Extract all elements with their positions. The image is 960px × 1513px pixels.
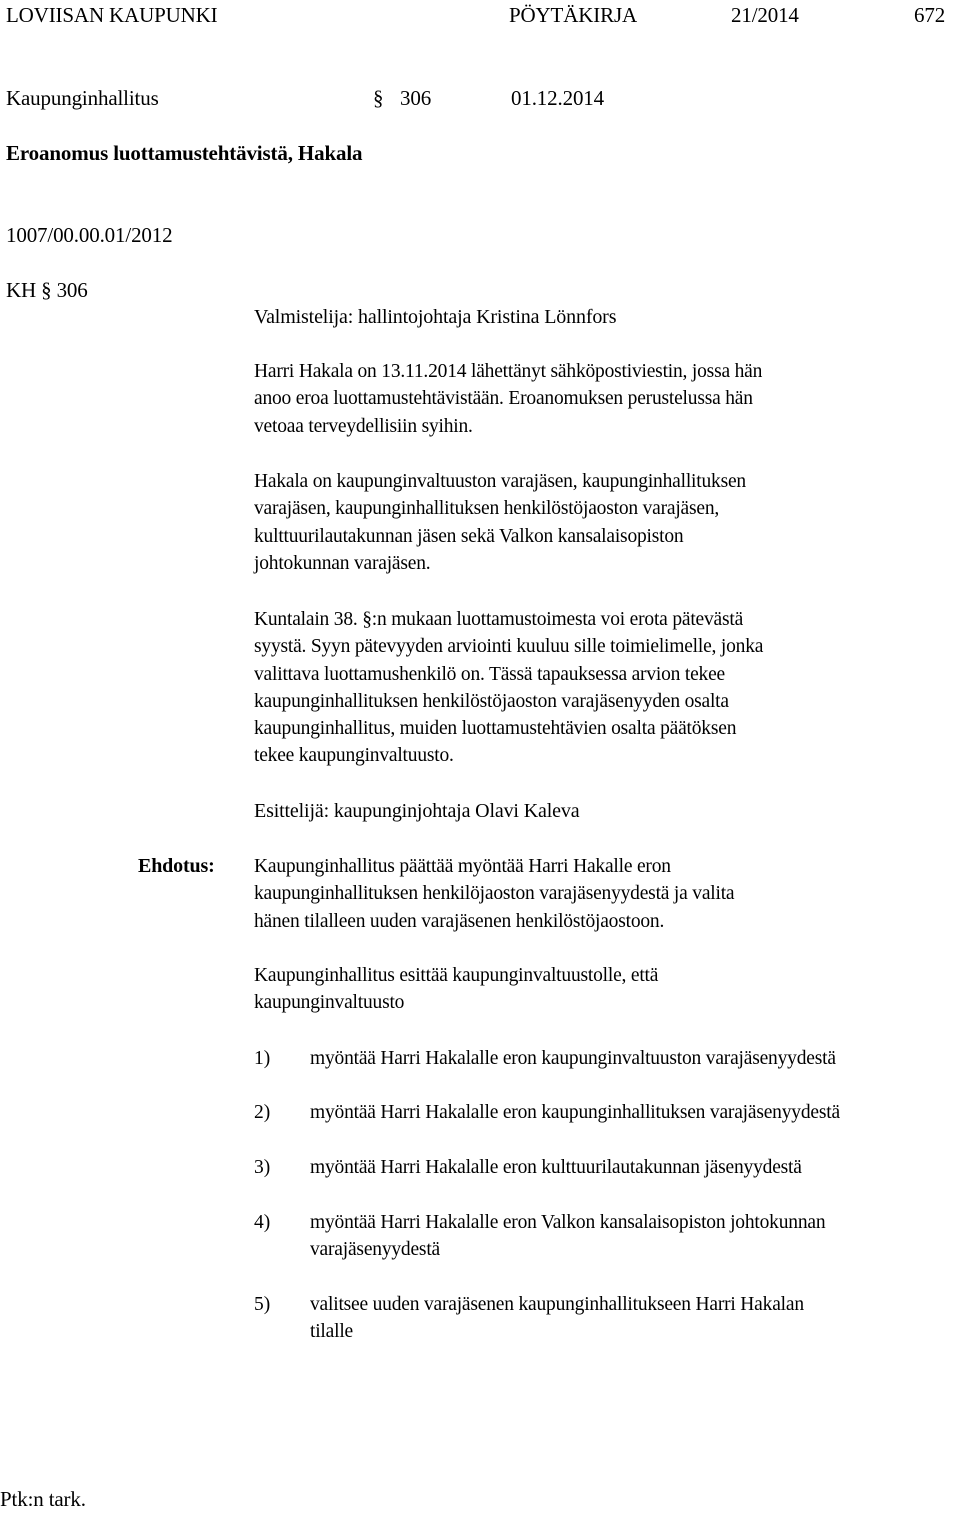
kh-section-mark: KH § 306 <box>6 278 88 302</box>
council-intro <box>254 962 954 1017</box>
item-number: 4) <box>254 1212 271 1233</box>
text-line: Harri Hakala on 13.11.2014 lähettänyt sähköpostiviestin, jossa hän <box>254 361 763 382</box>
text-line: hänen tilalleen uuden varajäsenen henkilöstöjaostoon. <box>254 910 665 932</box>
item-text: myöntää Harri Hakalalle eron kulttuurilautakunnan jäsenyydestä <box>310 1157 802 1178</box>
paragraph-positions <box>254 468 954 577</box>
text-line: Hakala on kaupunginvaltuuston varajäsen, kaupunginhallituksen <box>254 471 746 492</box>
text-line: anoo eroa luottamustehtävistään. Eroanomuksen perustelussa hän <box>254 388 753 410</box>
meeting-body: Kaupunginhallitus <box>6 86 159 110</box>
page-title: Eroanomus luottamustehtävistä, Hakala <box>6 141 363 165</box>
text-line: kaupunginhallituksen henkilöstöjaoston varajäsenyyden osalta <box>254 690 729 712</box>
text-line: kaupunginhallitus, muiden luottamustehtävien osalta päätöksen <box>254 718 737 740</box>
text-line: kaupunginhallituksen henkilöjaoston varajäsenyydestä ja valita <box>254 883 735 905</box>
item-text: myöntää Harri Hakalalle eron kaupunginhallituksen varajäsenyydestä <box>310 1102 840 1123</box>
section-mark: § <box>373 86 384 110</box>
item-number: 3) <box>254 1157 271 1178</box>
presenter: Esittelijä: kaupunginjohtaja Olavi Kaleva <box>254 800 580 822</box>
text-line: Kaupunginhallitus esittää kaupunginvaltuustolle, että <box>254 965 659 986</box>
issue-number: 21/2014 <box>731 3 799 27</box>
item-text-continued: varajäsenyydestä <box>310 1239 440 1260</box>
page-number: 672 <box>914 3 946 27</box>
record-id: 1007/00.00.01/2012 <box>6 223 173 247</box>
text-line: varajäsen, kaupunginhallituksen henkilöstöjaoston varajäsen, <box>254 498 720 520</box>
item-number: 1) <box>254 1048 271 1069</box>
section-number: 306 <box>400 86 432 110</box>
text-line: Kuntalain 38. §:n mukaan luottamustoimesta voi erota pätevästä <box>254 609 744 630</box>
footer-minutes-check: Ptk:n tark. <box>0 1487 86 1511</box>
proposal-text <box>254 853 954 935</box>
text-line: vetoaa terveydellisiin syihin. <box>254 415 473 437</box>
paragraph-resignation-request <box>254 358 954 440</box>
item-text-continued: tilalle <box>310 1321 353 1342</box>
text-line: Kaupunginhallitus päättää myöntää Harri Hakalle eron <box>254 856 671 877</box>
item-number: 2) <box>254 1102 271 1123</box>
text-line: valittava luottamushenkilö on. Tässä tapauksessa arvion tekee <box>254 663 726 685</box>
meeting-date: 01.12.2014 <box>511 86 605 110</box>
proposal-label: Ehdotus: <box>138 855 215 877</box>
item-number: 5) <box>254 1294 271 1315</box>
preparer: Valmistelija: hallintojohtaja Kristina Lönnfors <box>254 306 617 328</box>
item-text: valitsee uuden varajäsenen kaupunginhallitukseen Harri Hakalan <box>310 1294 804 1315</box>
org-name: LOVIISAN KAUPUNKI <box>6 3 218 27</box>
item-text: myöntää Harri Hakalalle eron Valkon kansalaisopiston johtokunnan <box>310 1212 826 1233</box>
text-line: kaupunginvaltuusto <box>254 992 405 1014</box>
doc-type: PÖYTÄKIRJA <box>509 3 638 27</box>
text-line: kulttuurilautakunnan jäsen sekä Valkon kansalaisopiston <box>254 525 684 547</box>
text-line: syystä. Syyn pätevyyden arviointi kuuluu sille toimielimelle, jonka <box>254 636 764 658</box>
text-line: tekee kaupunginvaltuusto. <box>254 745 454 767</box>
paragraph-legal-basis <box>254 606 954 770</box>
item-text: myöntää Harri Hakalalle eron kaupunginvaltuuston varajäsenyydestä <box>310 1048 836 1069</box>
text-line: johtokunnan varajäsen. <box>254 552 431 574</box>
